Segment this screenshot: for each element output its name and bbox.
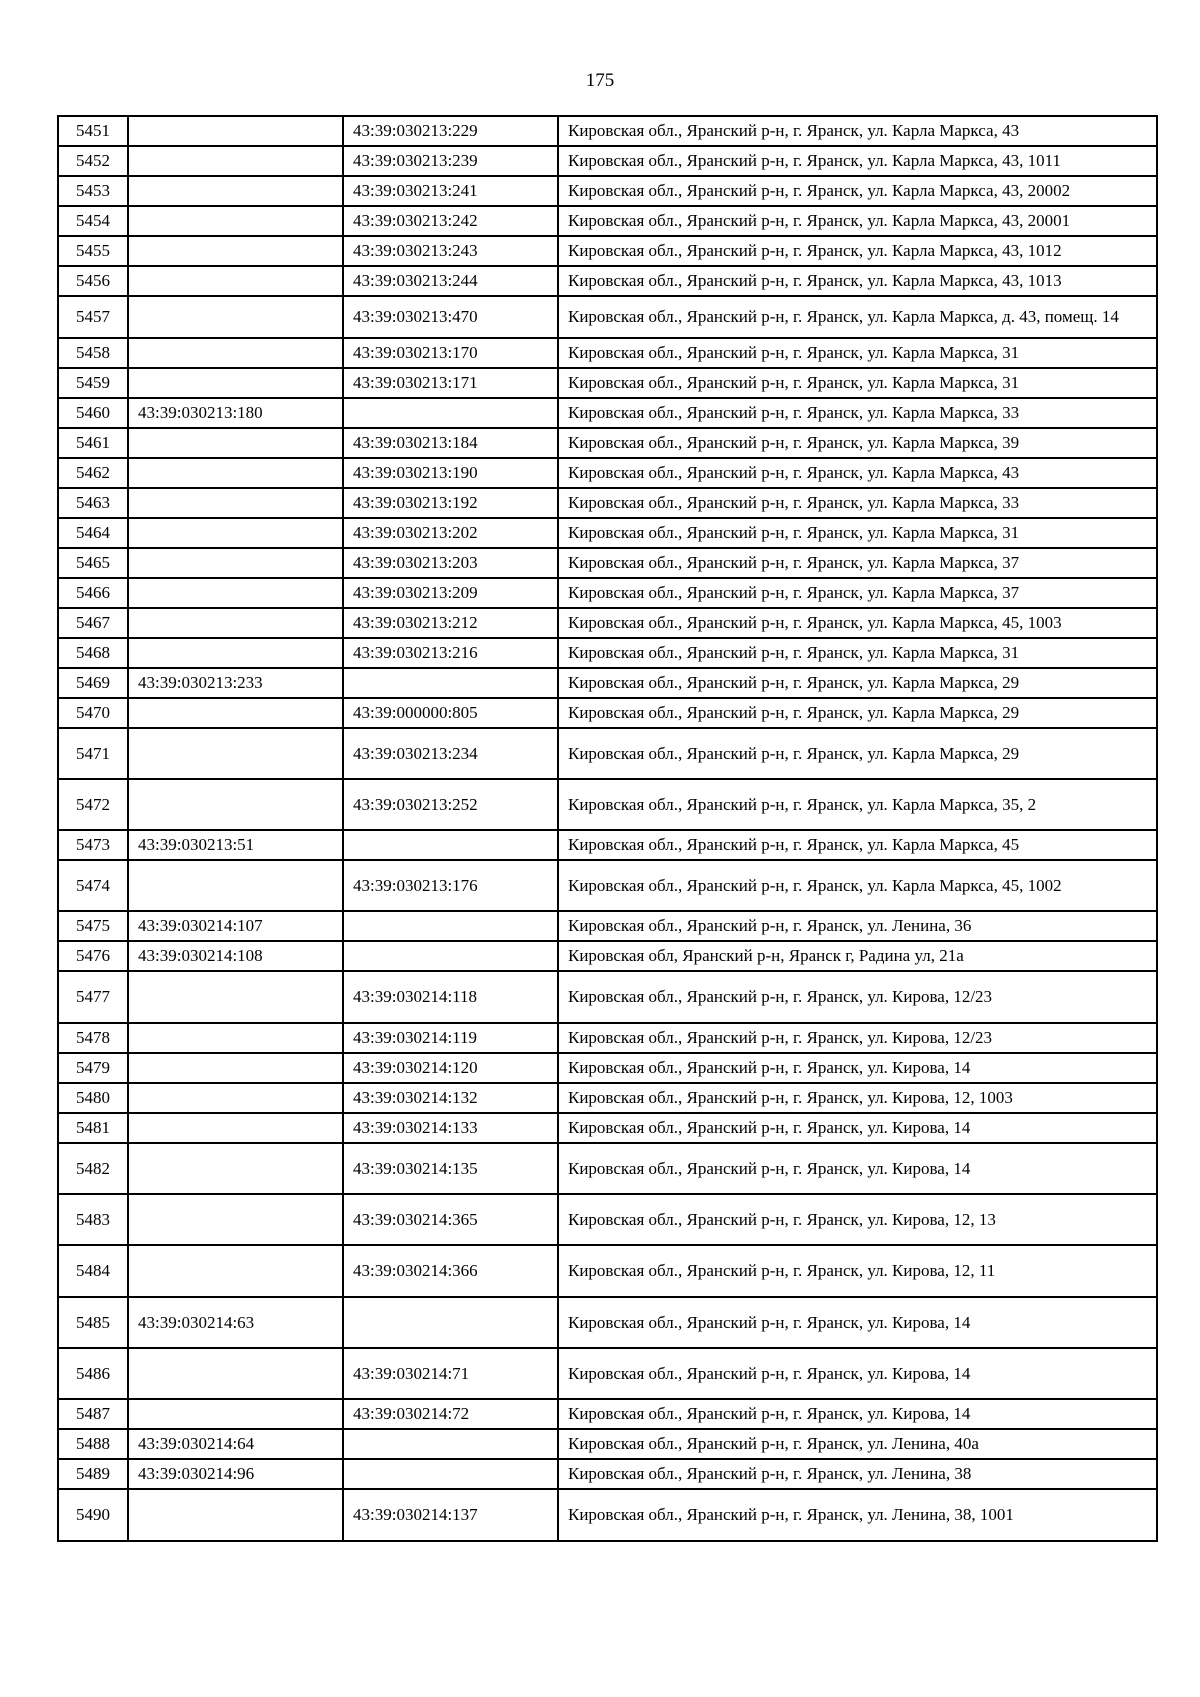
object-cadastral-cell: 43:39:030214:133: [343, 1113, 558, 1143]
row-number-cell: 5475: [58, 911, 128, 941]
table-row: [58, 206, 1157, 236]
address-cell: Кировская обл., Яранский р-н, г. Яранск, ул. Кирова, 12, 13: [558, 1194, 1157, 1245]
land-cadastral-cell: 43:39:030213:51: [128, 830, 343, 860]
row-number-cell: 5455: [58, 236, 128, 266]
row-number-cell: 5482: [58, 1143, 128, 1194]
object-cadastral-cell: 43:39:030214:366: [343, 1245, 558, 1297]
row-number-cell: 5451: [58, 116, 128, 146]
object-cadastral-cell: 43:39:030214:365: [343, 1194, 558, 1245]
land-cadastral-cell: [128, 1143, 343, 1194]
object-cadastral-cell: 43:39:030213:203: [343, 548, 558, 578]
row-number-cell: 5477: [58, 971, 128, 1023]
land-cadastral-cell: 43:39:030213:180: [128, 398, 343, 428]
table-row: [58, 146, 1157, 176]
object-cadastral-cell: 43:39:030213:229: [343, 116, 558, 146]
table-row: [58, 1143, 1157, 1194]
table-row: [58, 1053, 1157, 1083]
object-cadastral-cell: 43:39:030214:72: [343, 1399, 558, 1429]
address-cell: Кировская обл., Яранский р-н, г. Яранск, ул. Карла Маркса, 33: [558, 398, 1157, 428]
object-cadastral-cell: 43:39:030214:137: [343, 1489, 558, 1541]
address-cell: Кировская обл., Яранский р-н, г. Яранск, ул. Карла Маркса, 45: [558, 830, 1157, 860]
row-number-cell: 5459: [58, 368, 128, 398]
table-row: [58, 548, 1157, 578]
address-cell: Кировская обл., Яранский р-н, г. Яранск, ул. Карла Маркса, 35, 2: [558, 779, 1157, 830]
table-row: [58, 1348, 1157, 1399]
land-cadastral-cell: [128, 1083, 343, 1113]
table-row: [58, 911, 1157, 941]
address-cell: Кировская обл., Яранский р-н, г. Яранск, ул. Карла Маркса, 43, 1011: [558, 146, 1157, 176]
row-number-cell: 5487: [58, 1399, 128, 1429]
land-cadastral-cell: 43:39:030214:63: [128, 1297, 343, 1348]
table-row: [58, 608, 1157, 638]
object-cadastral-cell: 43:39:030214:119: [343, 1023, 558, 1053]
address-cell: Кировская обл., Яранский р-н, г. Яранск, ул. Карла Маркса, 43, 20001: [558, 206, 1157, 236]
object-cadastral-cell: 43:39:030213:470: [343, 296, 558, 338]
table-row: [58, 236, 1157, 266]
row-number-cell: 5463: [58, 488, 128, 518]
land-cadastral-cell: 43:39:030214:107: [128, 911, 343, 941]
row-number-cell: 5478: [58, 1023, 128, 1053]
row-number-cell: 5474: [58, 860, 128, 911]
address-cell: Кировская обл., Яранский р-н, г. Яранск, ул. Карла Маркса, 39: [558, 428, 1157, 458]
address-cell: Кировская обл., Яранский р-н, г. Яранск, ул. Кирова, 14: [558, 1143, 1157, 1194]
object-cadastral-cell: [343, 830, 558, 860]
table-row: [58, 1194, 1157, 1245]
address-cell: Кировская обл, Яранский р-н, Яранск г, Радина ул, 21а: [558, 941, 1157, 971]
page-number: 175: [585, 70, 615, 91]
address-cell: Кировская обл., Яранский р-н, г. Яранск, ул. Кирова, 12/23: [558, 1023, 1157, 1053]
register-table-body: [58, 116, 1157, 1541]
object-cadastral-cell: 43:39:030213:176: [343, 860, 558, 911]
land-cadastral-cell: [128, 860, 343, 911]
table-row: [58, 860, 1157, 911]
land-cadastral-cell: [128, 1053, 343, 1083]
land-cadastral-cell: [128, 296, 343, 338]
object-cadastral-cell: 43:39:030213:216: [343, 638, 558, 668]
object-cadastral-cell: [343, 1429, 558, 1459]
object-cadastral-cell: 43:39:030214:135: [343, 1143, 558, 1194]
object-cadastral-cell: 43:39:030213:241: [343, 176, 558, 206]
address-cell: Кировская обл., Яранский р-н, г. Яранск, ул. Ленина, 38, 1001: [558, 1489, 1157, 1541]
land-cadastral-cell: [128, 206, 343, 236]
table-row: [58, 1245, 1157, 1297]
object-cadastral-cell: 43:39:030213:170: [343, 338, 558, 368]
address-cell: Кировская обл., Яранский р-н, г. Яранск, ул. Карла Маркса, 43, 20002: [558, 176, 1157, 206]
row-number-cell: 5470: [58, 698, 128, 728]
address-cell: Кировская обл., Яранский р-н, г. Яранск, ул. Карла Маркса, 43: [558, 458, 1157, 488]
object-cadastral-cell: 43:39:030213:244: [343, 266, 558, 296]
row-number-cell: 5456: [58, 266, 128, 296]
row-number-cell: 5488: [58, 1429, 128, 1459]
table-row: [58, 830, 1157, 860]
object-cadastral-cell: 43:39:000000:805: [343, 698, 558, 728]
row-number-cell: 5480: [58, 1083, 128, 1113]
table-row: [58, 338, 1157, 368]
address-cell: Кировская обл., Яранский р-н, г. Яранск, ул. Ленина, 36: [558, 911, 1157, 941]
table-row: [58, 941, 1157, 971]
address-cell: Кировская обл., Яранский р-н, г. Яранск, ул. Кирова, 14: [558, 1297, 1157, 1348]
object-cadastral-cell: 43:39:030214:120: [343, 1053, 558, 1083]
address-cell: Кировская обл., Яранский р-н, г. Яранск, ул. Карла Маркса, 37: [558, 548, 1157, 578]
row-number-cell: 5461: [58, 428, 128, 458]
row-number-cell: 5467: [58, 608, 128, 638]
table-row: [58, 668, 1157, 698]
address-cell: Кировская обл., Яранский р-н, г. Яранск, ул. Карла Маркса, 45, 1003: [558, 608, 1157, 638]
address-cell: Кировская обл., Яранский р-н, г. Яранск, ул. Кирова, 14: [558, 1348, 1157, 1399]
address-cell: Кировская обл., Яранский р-н, г. Яранск, ул. Кирова, 12/23: [558, 971, 1157, 1023]
row-number-cell: 5465: [58, 548, 128, 578]
row-number-cell: 5473: [58, 830, 128, 860]
table-row: [58, 779, 1157, 830]
register-table: [57, 115, 1158, 1542]
object-cadastral-cell: 43:39:030213:209: [343, 578, 558, 608]
land-cadastral-cell: [128, 1023, 343, 1053]
land-cadastral-cell: [128, 368, 343, 398]
address-cell: Кировская обл., Яранский р-н, г. Яранск, ул. Карла Маркса, 33: [558, 488, 1157, 518]
table-row: [58, 368, 1157, 398]
table-row: [58, 266, 1157, 296]
address-cell: Кировская обл., Яранский р-н, г. Яранск, ул. Карла Маркса, 37: [558, 578, 1157, 608]
row-number-cell: 5453: [58, 176, 128, 206]
table-row: [58, 1429, 1157, 1459]
address-cell: Кировская обл., Яранский р-н, г. Яранск, ул. Карла Маркса, 31: [558, 518, 1157, 548]
address-cell: Кировская обл., Яранский р-н, г. Яранск, ул. Ленина, 38: [558, 1459, 1157, 1489]
row-number-cell: 5469: [58, 668, 128, 698]
row-number-cell: 5460: [58, 398, 128, 428]
land-cadastral-cell: [128, 1245, 343, 1297]
table-row: [58, 518, 1157, 548]
address-cell: Кировская обл., Яранский р-н, г. Яранск, ул. Карла Маркса, 43, 1012: [558, 236, 1157, 266]
address-cell: Кировская обл., Яранский р-н, г. Яранск, ул. Карла Маркса, 29: [558, 728, 1157, 779]
table-row: [58, 578, 1157, 608]
row-number-cell: 5490: [58, 1489, 128, 1541]
address-cell: Кировская обл., Яранский р-н, г. Яранск, ул. Карла Маркса, 31: [558, 368, 1157, 398]
land-cadastral-cell: 43:39:030214:108: [128, 941, 343, 971]
row-number-cell: 5485: [58, 1297, 128, 1348]
table-row: [58, 1113, 1157, 1143]
land-cadastral-cell: 43:39:030213:233: [128, 668, 343, 698]
address-cell: Кировская обл., Яранский р-н, г. Яранск, ул. Кирова, 14: [558, 1399, 1157, 1429]
land-cadastral-cell: [128, 176, 343, 206]
object-cadastral-cell: 43:39:030213:242: [343, 206, 558, 236]
table-row: [58, 1083, 1157, 1113]
row-number-cell: 5454: [58, 206, 128, 236]
row-number-cell: 5471: [58, 728, 128, 779]
land-cadastral-cell: [128, 1489, 343, 1541]
table-row: [58, 1297, 1157, 1348]
object-cadastral-cell: [343, 398, 558, 428]
land-cadastral-cell: [128, 338, 343, 368]
object-cadastral-cell: [343, 1459, 558, 1489]
row-number-cell: 5464: [58, 518, 128, 548]
row-number-cell: 5484: [58, 1245, 128, 1297]
table-row: [58, 1459, 1157, 1489]
object-cadastral-cell: [343, 941, 558, 971]
row-number-cell: 5457: [58, 296, 128, 338]
land-cadastral-cell: [128, 116, 343, 146]
table-row: [58, 1399, 1157, 1429]
address-cell: Кировская обл., Яранский р-н, г. Яранск, ул. Карла Маркса, 29: [558, 668, 1157, 698]
object-cadastral-cell: 43:39:030213:171: [343, 368, 558, 398]
table-row: [58, 638, 1157, 668]
row-number-cell: 5452: [58, 146, 128, 176]
land-cadastral-cell: [128, 779, 343, 830]
table-row: [58, 698, 1157, 728]
address-cell: Кировская обл., Яранский р-н, г. Яранск, ул. Карла Маркса, 43, 1013: [558, 266, 1157, 296]
land-cadastral-cell: [128, 488, 343, 518]
land-cadastral-cell: [128, 698, 343, 728]
address-cell: Кировская обл., Яранский р-н, г. Яранск, ул. Карла Маркса, 29: [558, 698, 1157, 728]
table-row: [58, 116, 1157, 146]
table-row: [58, 398, 1157, 428]
address-cell: Кировская обл., Яранский р-н, г. Яранск, ул. Карла Маркса, 43: [558, 116, 1157, 146]
object-cadastral-cell: [343, 668, 558, 698]
table-row: [58, 971, 1157, 1023]
object-cadastral-cell: 43:39:030213:190: [343, 458, 558, 488]
object-cadastral-cell: 43:39:030213:184: [343, 428, 558, 458]
land-cadastral-cell: [128, 971, 343, 1023]
land-cadastral-cell: [128, 428, 343, 458]
address-cell: Кировская обл., Яранский р-н, г. Яранск, ул. Карла Маркса, д. 43, помещ. 14: [558, 296, 1157, 338]
address-cell: Кировская обл., Яранский р-н, г. Яранск, ул. Карла Маркса, 31: [558, 638, 1157, 668]
row-number-cell: 5476: [58, 941, 128, 971]
table-row: [58, 458, 1157, 488]
land-cadastral-cell: [128, 1194, 343, 1245]
land-cadastral-cell: [128, 608, 343, 638]
address-cell: Кировская обл., Яранский р-н, г. Яранск, ул. Кирова, 14: [558, 1113, 1157, 1143]
address-cell: Кировская обл., Яранский р-н, г. Яранск, ул. Ленина, 40а: [558, 1429, 1157, 1459]
object-cadastral-cell: 43:39:030213:252: [343, 779, 558, 830]
object-cadastral-cell: 43:39:030213:202: [343, 518, 558, 548]
object-cadastral-cell: 43:39:030213:243: [343, 236, 558, 266]
land-cadastral-cell: [128, 146, 343, 176]
land-cadastral-cell: [128, 1348, 343, 1399]
row-number-cell: 5468: [58, 638, 128, 668]
land-cadastral-cell: [128, 578, 343, 608]
row-number-cell: 5486: [58, 1348, 128, 1399]
land-cadastral-cell: [128, 548, 343, 578]
row-number-cell: 5466: [58, 578, 128, 608]
land-cadastral-cell: [128, 518, 343, 548]
address-cell: Кировская обл., Яранский р-н, г. Яранск, ул. Кирова, 14: [558, 1053, 1157, 1083]
land-cadastral-cell: 43:39:030214:64: [128, 1429, 343, 1459]
object-cadastral-cell: 43:39:030213:192: [343, 488, 558, 518]
row-number-cell: 5458: [58, 338, 128, 368]
table-row: [58, 488, 1157, 518]
object-cadastral-cell: 43:39:030213:234: [343, 728, 558, 779]
table-row: [58, 296, 1157, 338]
object-cadastral-cell: 43:39:030214:132: [343, 1083, 558, 1113]
object-cadastral-cell: 43:39:030213:212: [343, 608, 558, 638]
address-cell: Кировская обл., Яранский р-н, г. Яранск, ул. Карла Маркса, 45, 1002: [558, 860, 1157, 911]
table-row: [58, 728, 1157, 779]
land-cadastral-cell: [128, 728, 343, 779]
row-number-cell: 5462: [58, 458, 128, 488]
address-cell: Кировская обл., Яранский р-н, г. Яранск, ул. Карла Маркса, 31: [558, 338, 1157, 368]
row-number-cell: 5483: [58, 1194, 128, 1245]
address-cell: Кировская обл., Яранский р-н, г. Яранск, ул. Кирова, 12, 1003: [558, 1083, 1157, 1113]
row-number-cell: 5481: [58, 1113, 128, 1143]
land-cadastral-cell: [128, 1399, 343, 1429]
address-cell: Кировская обл., Яранский р-н, г. Яранск, ул. Кирова, 12, 11: [558, 1245, 1157, 1297]
table-row: [58, 428, 1157, 458]
land-cadastral-cell: [128, 236, 343, 266]
row-number-cell: 5472: [58, 779, 128, 830]
table-row: [58, 1023, 1157, 1053]
row-number-cell: 5479: [58, 1053, 128, 1083]
object-cadastral-cell: 43:39:030214:118: [343, 971, 558, 1023]
object-cadastral-cell: 43:39:030213:239: [343, 146, 558, 176]
land-cadastral-cell: 43:39:030214:96: [128, 1459, 343, 1489]
object-cadastral-cell: [343, 911, 558, 941]
table-row: [58, 176, 1157, 206]
land-cadastral-cell: [128, 266, 343, 296]
land-cadastral-cell: [128, 1113, 343, 1143]
table-row: [58, 1489, 1157, 1541]
object-cadastral-cell: [343, 1297, 558, 1348]
land-cadastral-cell: [128, 638, 343, 668]
row-number-cell: 5489: [58, 1459, 128, 1489]
land-cadastral-cell: [128, 458, 343, 488]
object-cadastral-cell: 43:39:030214:71: [343, 1348, 558, 1399]
